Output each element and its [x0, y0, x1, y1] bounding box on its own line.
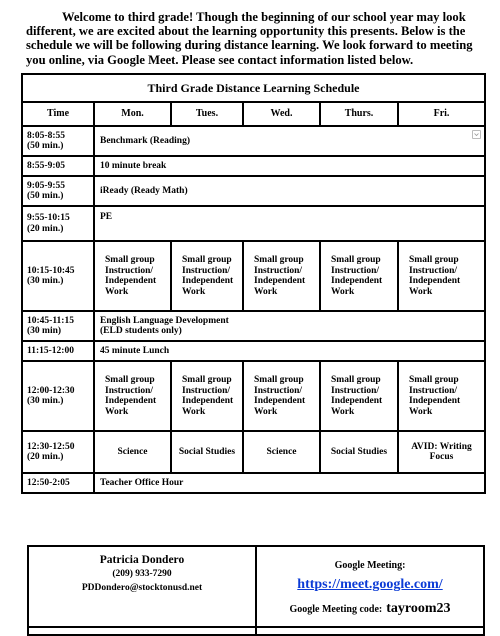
contact-bottom-row: [28, 627, 484, 635]
header-time: Time: [22, 102, 94, 126]
day-cell-thurs: Small group Instruction/ Independent Work: [320, 361, 398, 431]
header-thurs: Thurs.: [320, 102, 398, 126]
header-tues: Tues.: [171, 102, 243, 126]
day-cell-fri: Small group Instruction/ Independent Work: [398, 361, 485, 431]
table-row: [22, 431, 485, 473]
time-duration: (20 min.): [27, 223, 64, 234]
activity-cell: [94, 126, 485, 156]
teacher-phone: (209) 933-7290: [112, 569, 172, 579]
table-row: [22, 241, 485, 311]
header-mon: Mon.: [94, 102, 171, 126]
day-cell-tues: Social Studies: [171, 431, 243, 473]
day-cell-thurs: Social Studies: [320, 431, 398, 473]
time-range: 12:30-12:50: [27, 441, 75, 452]
time-cell: [22, 241, 94, 311]
time-range: 10:45-11:15: [27, 315, 74, 326]
time-range: 9:55-10:15: [27, 213, 70, 223]
activity-label: Benchmark (Reading): [100, 135, 190, 146]
time-cell: [22, 431, 94, 473]
time-cell: [22, 176, 94, 206]
activity-label: English Language Development: [100, 315, 229, 326]
time-duration: (50 min.): [27, 141, 64, 151]
activity-cell: [94, 311, 485, 341]
contact-bottom-cell: [256, 627, 484, 635]
table-row: [22, 176, 485, 206]
time-range: 8:05-8:55: [27, 130, 65, 141]
time-duration: (20 min.): [27, 452, 64, 462]
meeting-label: Google Meeting:: [334, 560, 406, 571]
time-cell: [22, 311, 94, 341]
table-row: [22, 206, 485, 241]
table-row: [22, 311, 485, 341]
time-duration: (30 min.): [27, 396, 64, 406]
activity-cell: 45 minute Lunch: [94, 341, 485, 361]
contact-table: [27, 545, 485, 636]
day-cell-wed: Small group Instruction/ Independent Work: [243, 241, 320, 311]
teacher-contact-cell: [28, 546, 256, 627]
table-row: [22, 361, 485, 431]
time-duration: (30 min): [27, 326, 62, 336]
schedule-title: Third Grade Distance Learning Schedule: [22, 74, 485, 102]
time-range: 12:00-12:30: [27, 385, 75, 396]
time-cell: [22, 126, 94, 156]
day-cell-wed: Science: [243, 431, 320, 473]
chevron-down-icon[interactable]: [472, 130, 481, 139]
schedule-table: [21, 73, 486, 494]
activity-cell: Teacher Office Hour: [94, 473, 485, 493]
table-row: [22, 473, 485, 493]
day-cell-fri: AVID: Writing Focus: [398, 431, 485, 473]
table-row: [22, 126, 485, 156]
day-cell-mon: Small group Instruction/ Independent Work: [94, 241, 171, 311]
activity-cell: PE: [94, 206, 485, 241]
meeting-link[interactable]: https://meet.google.com/: [297, 577, 443, 592]
time-range: 10:15-10:45: [27, 265, 75, 276]
time-cell: 12:50-2:05: [22, 473, 94, 493]
meeting-code: tayroom23: [386, 601, 451, 616]
day-cell-fri: Small group Instruction/ Independent Work: [398, 241, 485, 311]
time-duration: (50 min.): [27, 191, 64, 201]
time-cell: 8:55-9:05: [22, 156, 94, 176]
time-cell: 11:15-12:00: [22, 341, 94, 361]
meeting-code-label: Google Meeting code:: [289, 604, 383, 615]
header-wed: Wed.: [243, 102, 320, 126]
time-cell: [22, 206, 94, 241]
day-cell-thurs: Small group Instruction/ Independent Work: [320, 241, 398, 311]
day-cell-tues: Small group Instruction/ Independent Work: [171, 361, 243, 431]
schedule-header-row: [22, 102, 485, 126]
activity-cell: 10 minute break: [94, 156, 485, 176]
meeting-info-cell: [256, 546, 484, 627]
day-cell-mon: Science: [94, 431, 171, 473]
day-cell-mon: Small group Instruction/ Independent Work: [94, 361, 171, 431]
table-row: [22, 156, 485, 176]
day-cell-tues: Small group Instruction/ Independent Work: [171, 241, 243, 311]
time-cell: [22, 361, 94, 431]
teacher-email: PDDondero@stocktonusd.net: [81, 583, 203, 593]
activity-cell: iReady (Ready Math): [94, 176, 485, 206]
contact-bottom-cell: [28, 627, 256, 635]
activity-note: (ELD students only): [100, 326, 182, 336]
time-range: 9:05-9:55: [27, 180, 65, 191]
intro-paragraph: Welcome to third grade! Though the beginning of our school year may look different, we are excited about the learning opportunity this presents. Below is the schedule we will be following during distance learning. We look forward to meeting you online, via Google Meet. Please see contact information listed below.: [26, 10, 473, 67]
teacher-name: Patricia Dondero: [99, 554, 185, 566]
table-row: [22, 341, 485, 361]
time-duration: (30 min.): [27, 276, 64, 286]
day-cell-wed: Small group Instruction/ Independent Work: [243, 361, 320, 431]
header-fri: Fri.: [398, 102, 485, 126]
